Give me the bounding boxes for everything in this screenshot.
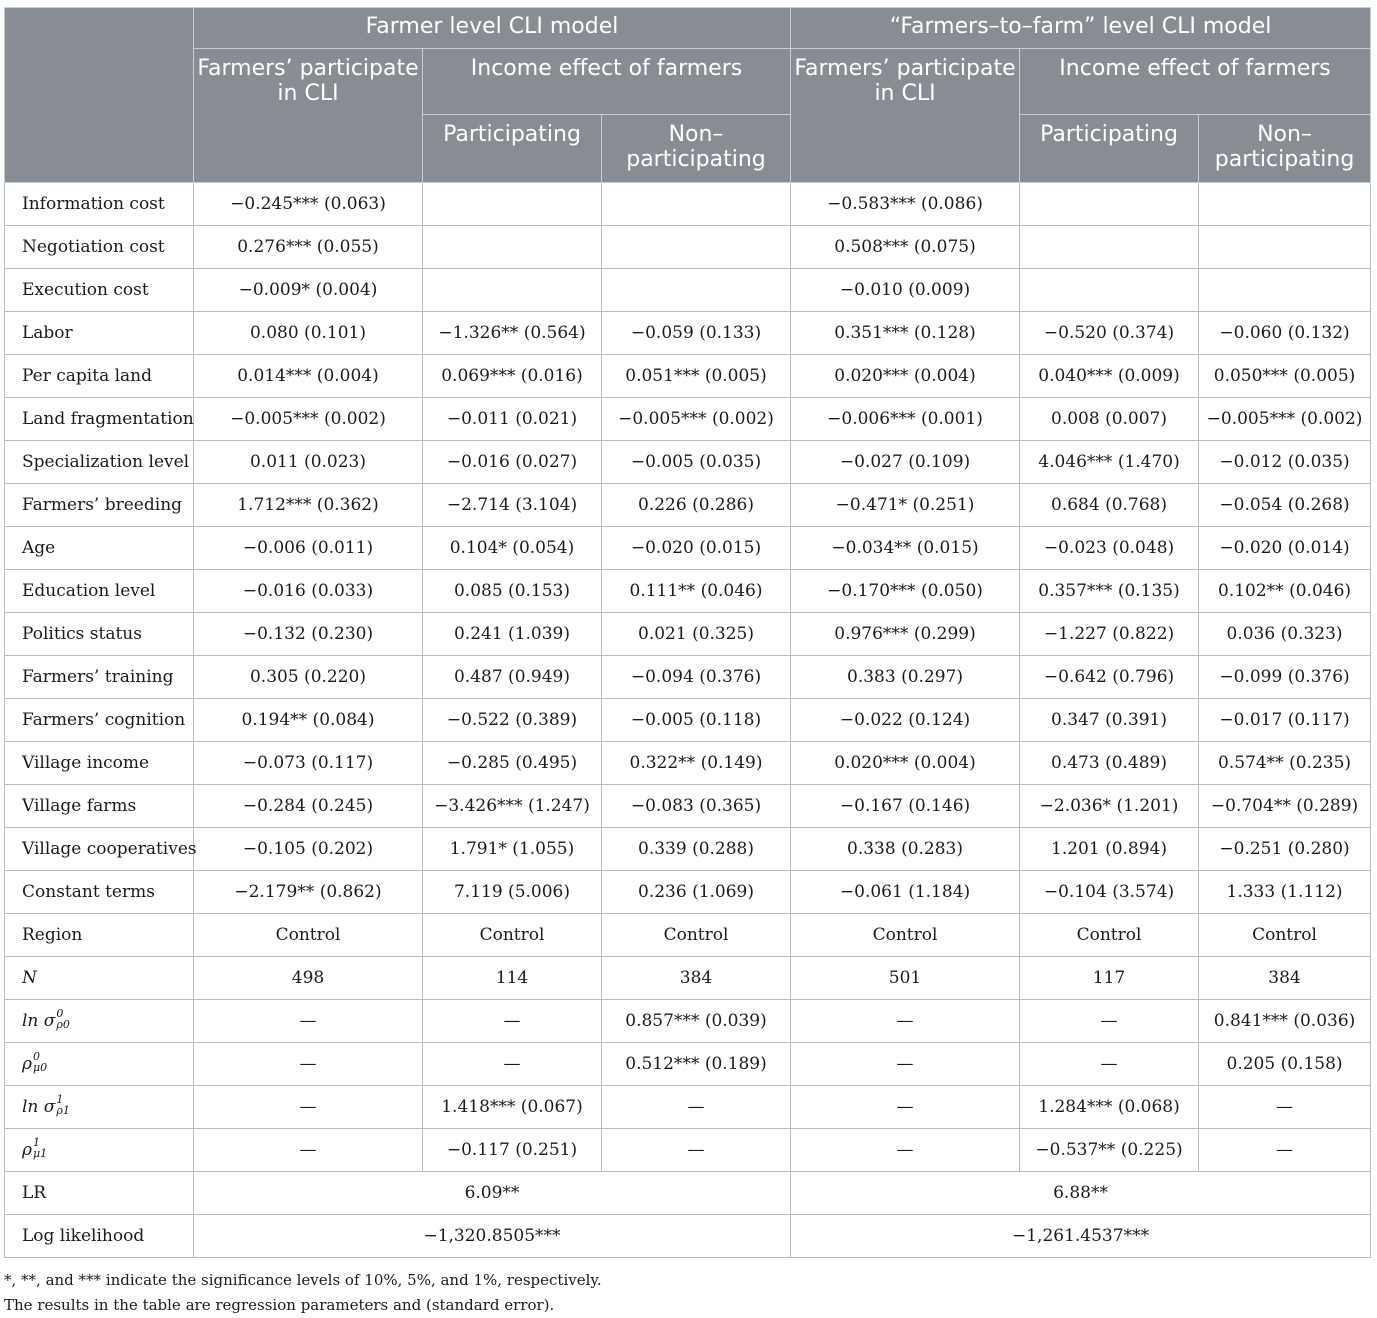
- table-row: [5, 570, 1371, 613]
- table-cell: −0.023 (0.048): [1020, 527, 1199, 570]
- table-row: [5, 1043, 1371, 1086]
- table-row: [5, 656, 1371, 699]
- table-cell: −0.245*** (0.063): [194, 183, 423, 226]
- table-cell: −0.285 (0.495): [423, 742, 602, 785]
- symbol-subscript: ρ1: [56, 1104, 70, 1117]
- header-farmer-model: Farmer level CLI model: [194, 8, 791, 49]
- table-cell: −2.714 (3.104): [423, 484, 602, 527]
- row-label: Politics status: [5, 613, 194, 656]
- table-row: [5, 1215, 1371, 1258]
- table-cell: −2.036* (1.201): [1020, 785, 1199, 828]
- header-farmer-income-effect: Income effect of farmers: [423, 49, 791, 115]
- table-cell: −0.104 (3.574): [1020, 871, 1199, 914]
- header-ftf-income-effect: Income effect of farmers: [1020, 49, 1371, 115]
- table-cell: 0.080 (0.101): [194, 312, 423, 355]
- table-cell: [423, 269, 602, 312]
- symbol-subscript: ρ0: [56, 1018, 70, 1031]
- table-row: [5, 828, 1371, 871]
- table-cell: [602, 183, 791, 226]
- table-cell: −0.471* (0.251): [791, 484, 1020, 527]
- table-cell: —: [1020, 1000, 1199, 1043]
- table-cell: 0.085 (0.153): [423, 570, 602, 613]
- row-label: Log likelihood: [5, 1215, 194, 1258]
- table-cell: —: [1020, 1043, 1199, 1086]
- table-cell: −0.083 (0.365): [602, 785, 791, 828]
- table-cell: 0.338 (0.283): [791, 828, 1020, 871]
- table-row: [5, 1129, 1371, 1172]
- row-label: Constant terms: [5, 871, 194, 914]
- regression-table: [4, 7, 1371, 1258]
- table-cell: 0.194** (0.084): [194, 699, 423, 742]
- parameter-symbol: [22, 1050, 48, 1074]
- row-label: Farmers’ training: [5, 656, 194, 699]
- table-cell: Control: [602, 914, 791, 957]
- table-cell: [1199, 183, 1371, 226]
- summary-cell-farmer: −1,320.8505***: [194, 1215, 791, 1258]
- table-cell: [423, 226, 602, 269]
- table-cell: 0.020*** (0.004): [791, 742, 1020, 785]
- table-cell: −0.642 (0.796): [1020, 656, 1199, 699]
- table-cell: 0.976*** (0.299): [791, 613, 1020, 656]
- table-cell: −0.105 (0.202): [194, 828, 423, 871]
- table-cell: 0.574** (0.235): [1199, 742, 1371, 785]
- table-cell: 1.418*** (0.067): [423, 1086, 602, 1129]
- row-label: Land fragmentation: [5, 398, 194, 441]
- table-cell: Control: [791, 914, 1020, 957]
- table-cell: 0.473 (0.489): [1020, 742, 1199, 785]
- table-cell: 0.021 (0.325): [602, 613, 791, 656]
- table-cell: 0.104* (0.054): [423, 527, 602, 570]
- table-cell: 0.069*** (0.016): [423, 355, 602, 398]
- table-cell: 1.333 (1.112): [1199, 871, 1371, 914]
- table-cell: —: [194, 1043, 423, 1086]
- table-cell: −0.537** (0.225): [1020, 1129, 1199, 1172]
- row-label: Village income: [5, 742, 194, 785]
- table-cell: [602, 226, 791, 269]
- row-label-symbol: [5, 1086, 194, 1129]
- table-row: [5, 484, 1371, 527]
- table-cell: −0.117 (0.251): [423, 1129, 602, 1172]
- table-row: [5, 183, 1371, 226]
- table-cell: 0.205 (0.158): [1199, 1043, 1371, 1086]
- table-cell: 0.276*** (0.055): [194, 226, 423, 269]
- table-cell: [1199, 226, 1371, 269]
- row-label: Region: [5, 914, 194, 957]
- row-label: Information cost: [5, 183, 194, 226]
- table-cell: [423, 183, 602, 226]
- table-cell: −0.520 (0.374): [1020, 312, 1199, 355]
- table-row: [5, 441, 1371, 484]
- row-label: Negotiation cost: [5, 226, 194, 269]
- table-cell: 0.036 (0.323): [1199, 613, 1371, 656]
- table-cell: 0.383 (0.297): [791, 656, 1020, 699]
- row-label: Execution cost: [5, 269, 194, 312]
- symbol-superscript: 1: [33, 1136, 40, 1149]
- table-cell: −1.326** (0.564): [423, 312, 602, 355]
- table-cell: −0.583*** (0.086): [791, 183, 1020, 226]
- table-row: [5, 957, 1371, 1000]
- table-cell: —: [791, 1129, 1020, 1172]
- table-row: [5, 398, 1371, 441]
- table-cell: −0.061 (1.184): [791, 871, 1020, 914]
- table-cell: −1.227 (0.822): [1020, 613, 1199, 656]
- table-cell: Control: [194, 914, 423, 957]
- table-row: [5, 871, 1371, 914]
- table-cell: [1020, 269, 1199, 312]
- table-cell: —: [194, 1086, 423, 1129]
- header-ftf-nonparticipating: Non–participating: [1199, 115, 1371, 183]
- table-cell: −0.005 (0.118): [602, 699, 791, 742]
- table-cell: 384: [1199, 957, 1371, 1000]
- table-cell: −0.010 (0.009): [791, 269, 1020, 312]
- table-cell: −0.006 (0.011): [194, 527, 423, 570]
- table-cell: −0.020 (0.014): [1199, 527, 1371, 570]
- table-cell: —: [602, 1129, 791, 1172]
- table-cell: 0.305 (0.220): [194, 656, 423, 699]
- table-cell: Control: [423, 914, 602, 957]
- row-label: LR: [5, 1172, 194, 1215]
- table-cell: −0.016 (0.033): [194, 570, 423, 613]
- table-cell: [602, 269, 791, 312]
- table-row: [5, 699, 1371, 742]
- table-cell: 4.046*** (1.470): [1020, 441, 1199, 484]
- table-cell: −0.170*** (0.050): [791, 570, 1020, 613]
- table-cell: Control: [1199, 914, 1371, 957]
- table-cell: 0.241 (1.039): [423, 613, 602, 656]
- table-cell: 498: [194, 957, 423, 1000]
- table-row: [5, 1172, 1371, 1215]
- table-cell: −0.094 (0.376): [602, 656, 791, 699]
- table-cell: −0.012 (0.035): [1199, 441, 1371, 484]
- table-cell: −0.704** (0.289): [1199, 785, 1371, 828]
- summary-cell-ftf: 6.88**: [791, 1172, 1371, 1215]
- table-cell: 0.508*** (0.075): [791, 226, 1020, 269]
- parameter-symbol: [22, 1136, 48, 1160]
- row-label: Labor: [5, 312, 194, 355]
- symbol-subscript: μ0: [33, 1061, 48, 1074]
- table-row: [5, 312, 1371, 355]
- table-cell: —: [194, 1000, 423, 1043]
- symbol-subscript: μ1: [33, 1147, 48, 1160]
- table-row: [5, 226, 1371, 269]
- table-cell: —: [1199, 1086, 1371, 1129]
- table-cell: 1.712*** (0.362): [194, 484, 423, 527]
- table-cell: −3.426*** (1.247): [423, 785, 602, 828]
- row-label-symbol: [5, 1000, 194, 1043]
- table-cell: 0.050*** (0.005): [1199, 355, 1371, 398]
- row-label: Specialization level: [5, 441, 194, 484]
- table-cell: −0.022 (0.124): [791, 699, 1020, 742]
- table-cell: −0.059 (0.133): [602, 312, 791, 355]
- header-farmer-nonparticipating: Non–participating: [602, 115, 791, 183]
- table-cell: −0.011 (0.021): [423, 398, 602, 441]
- row-label-symbol: [5, 1129, 194, 1172]
- table-cell: 1.284*** (0.068): [1020, 1086, 1199, 1129]
- table-cell: 0.111** (0.046): [602, 570, 791, 613]
- table-cell: —: [423, 1000, 602, 1043]
- table-cell: 384: [602, 957, 791, 1000]
- table-row: [5, 613, 1371, 656]
- table-cell: 0.357*** (0.135): [1020, 570, 1199, 613]
- table-cell: 7.119 (5.006): [423, 871, 602, 914]
- table-row: [5, 1086, 1371, 1129]
- table-cell: —: [791, 1043, 1020, 1086]
- header-farmer-participate: Farmers’ participate in CLI: [194, 49, 423, 183]
- header-blank: [5, 8, 194, 183]
- table-cell: —: [1199, 1129, 1371, 1172]
- table-row: [5, 1000, 1371, 1043]
- table-cell: 1.791* (1.055): [423, 828, 602, 871]
- table-cell: −0.005 (0.035): [602, 441, 791, 484]
- table-cell: −0.006*** (0.001): [791, 398, 1020, 441]
- symbol-base: ln σ: [22, 1010, 56, 1031]
- note-significance: *, **, and *** indicate the significance levels of 10%, 5%, and 1%, respectively.: [4, 1271, 602, 1289]
- table-cell: 117: [1020, 957, 1199, 1000]
- summary-cell-farmer: 6.09**: [194, 1172, 791, 1215]
- table-cell: −0.016 (0.027): [423, 441, 602, 484]
- table-row: [5, 527, 1371, 570]
- table-cell: −0.054 (0.268): [1199, 484, 1371, 527]
- table-cell: [1020, 226, 1199, 269]
- table-cell: —: [791, 1086, 1020, 1129]
- note-results: The results in the table are regression parameters and (standard error).: [4, 1296, 555, 1314]
- symbol-superscript: 0: [56, 1007, 64, 1020]
- table-cell: 0.226 (0.286): [602, 484, 791, 527]
- table-cell: Control: [1020, 914, 1199, 957]
- row-label: Per capita land: [5, 355, 194, 398]
- row-label: Education level: [5, 570, 194, 613]
- table-row: [5, 785, 1371, 828]
- table-cell: 0.487 (0.949): [423, 656, 602, 699]
- table-cell: 0.841*** (0.036): [1199, 1000, 1371, 1043]
- symbol-base: ρ: [22, 1139, 32, 1160]
- row-label-symbol: [5, 1043, 194, 1086]
- table-cell: 0.857*** (0.039): [602, 1000, 791, 1043]
- table-cell: [1020, 183, 1199, 226]
- table-cell: 114: [423, 957, 602, 1000]
- table-cell: −0.073 (0.117): [194, 742, 423, 785]
- table-cell: 0.011 (0.023): [194, 441, 423, 484]
- row-label: Village farms: [5, 785, 194, 828]
- table-cell: −0.167 (0.146): [791, 785, 1020, 828]
- table-cell: −0.284 (0.245): [194, 785, 423, 828]
- symbol-superscript: 1: [56, 1093, 64, 1106]
- table-cell: −0.005*** (0.002): [194, 398, 423, 441]
- parameter-symbol: [22, 1093, 70, 1117]
- symbol-base: ρ: [22, 1053, 32, 1074]
- table-cell: —: [194, 1129, 423, 1172]
- table-cell: 0.008 (0.007): [1020, 398, 1199, 441]
- table-cell: −0.034** (0.015): [791, 527, 1020, 570]
- table-cell: 0.040*** (0.009): [1020, 355, 1199, 398]
- table-row: [5, 355, 1371, 398]
- table-cell: −0.060 (0.132): [1199, 312, 1371, 355]
- table-cell: −0.099 (0.376): [1199, 656, 1371, 699]
- table-row: [5, 742, 1371, 785]
- header-farmer-participating: Participating: [423, 115, 602, 183]
- table-row: [5, 914, 1371, 957]
- header-ftf-participating: Participating: [1020, 115, 1199, 183]
- table-cell: 0.512*** (0.189): [602, 1043, 791, 1086]
- table-notes: [4, 1268, 602, 1318]
- header-ftf-model: “Farmers–to–farm” level CLI model: [791, 8, 1371, 49]
- symbol-base: ln σ: [22, 1096, 56, 1117]
- table-cell: 0.347 (0.391): [1020, 699, 1199, 742]
- summary-cell-ftf: −1,261.4537***: [791, 1215, 1371, 1258]
- table-row: [5, 269, 1371, 312]
- table-cell: −0.132 (0.230): [194, 613, 423, 656]
- row-label: Farmers’ breeding: [5, 484, 194, 527]
- table-cell: 0.020*** (0.004): [791, 355, 1020, 398]
- table-cell: 0.102** (0.046): [1199, 570, 1371, 613]
- table-cell: [1199, 269, 1371, 312]
- table-cell: —: [602, 1086, 791, 1129]
- table-cell: 0.322** (0.149): [602, 742, 791, 785]
- symbol-superscript: 0: [33, 1050, 40, 1063]
- table-cell: 501: [791, 957, 1020, 1000]
- header-ftf-participate: Farmers’ participate in CLI: [791, 49, 1020, 183]
- table-cell: —: [423, 1043, 602, 1086]
- row-label: Farmers’ cognition: [5, 699, 194, 742]
- table-cell: —: [791, 1000, 1020, 1043]
- row-label: Age: [5, 527, 194, 570]
- table-cell: 1.201 (0.894): [1020, 828, 1199, 871]
- table-cell: 0.236 (1.069): [602, 871, 791, 914]
- table-cell: −0.027 (0.109): [791, 441, 1020, 484]
- table-cell: −2.179** (0.862): [194, 871, 423, 914]
- table-cell: 0.051*** (0.005): [602, 355, 791, 398]
- table-cell: −0.020 (0.015): [602, 527, 791, 570]
- table-cell: −0.251 (0.280): [1199, 828, 1371, 871]
- row-label: N: [5, 957, 194, 1000]
- table-cell: −0.522 (0.389): [423, 699, 602, 742]
- table-cell: −0.005*** (0.002): [602, 398, 791, 441]
- table-cell: 0.339 (0.288): [602, 828, 791, 871]
- table-cell: −0.017 (0.117): [1199, 699, 1371, 742]
- table-cell: 0.684 (0.768): [1020, 484, 1199, 527]
- parameter-symbol: [22, 1007, 70, 1031]
- table-body: [5, 183, 1371, 1258]
- table-cell: 0.014*** (0.004): [194, 355, 423, 398]
- table-cell: −0.005*** (0.002): [1199, 398, 1371, 441]
- row-label: Village cooperatives: [5, 828, 194, 871]
- table-cell: −0.009* (0.004): [194, 269, 423, 312]
- table-cell: 0.351*** (0.128): [791, 312, 1020, 355]
